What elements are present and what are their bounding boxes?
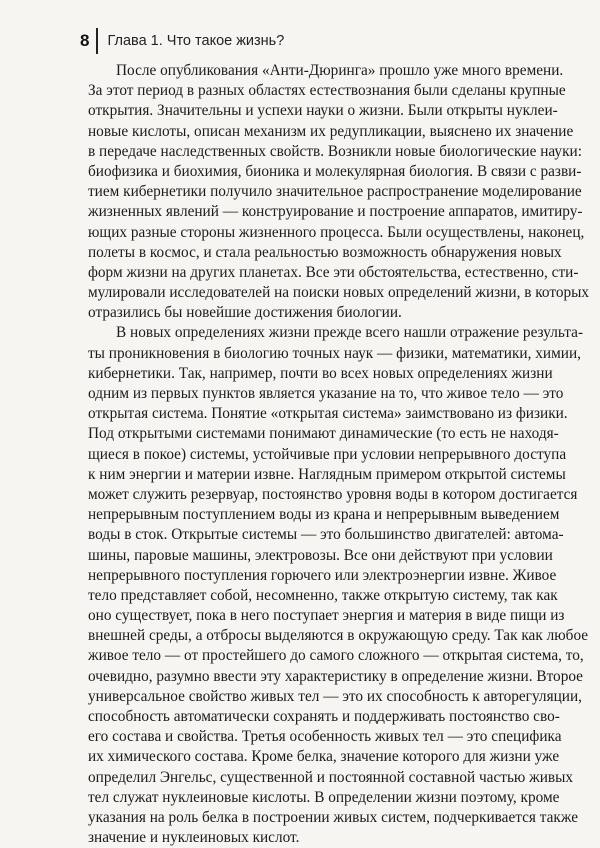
paragraph [88, 323, 589, 848]
text-line: в передаче наследственных свойств. Возникли новые биологические науки: [88, 142, 582, 160]
text-line: непрерывным поступлением воды из крана и непрерывным выведением [88, 506, 560, 524]
text-line: живое тело — от простейшего до самого сложного — открытая система, то, [88, 647, 584, 665]
page-number: 8 [80, 31, 90, 50]
text-line: открытая система. Понятие «открытая система» заимствовано из физики. [88, 405, 568, 423]
text-line: новые кислоты, описан механизм их редупликации, выяснено их значение [88, 122, 574, 140]
text-line: ты проникновения в биологию точных наук — физики, математики, химии, [88, 344, 581, 362]
text-line: универсальное свойство живых тел — это их способность к авторегуляции, [88, 687, 582, 705]
text-body [88, 61, 590, 848]
text-line: очевидно, разумно ввести эту характеристику в определение жизни. Второе [88, 667, 583, 685]
text-line: ющих разные стороны жизненного процесса. Были осуществлены, наконец, [88, 223, 585, 241]
text-line: мулировали исследователей на поиски новых определений жизни, в которых [88, 284, 590, 302]
text-line: воды в сток. Открытые системы — это большинство двигателей: автома- [88, 526, 564, 544]
header-divider [96, 28, 98, 54]
text-line: тием кибернетики получило значительное распространение моделирование [88, 183, 582, 201]
text-line: одним из первых пунктов является указание на то, что живое тело — это [88, 385, 564, 402]
text-line: открытия. Значительны и успехи науки о жизни. Были открыты нуклеи- [88, 102, 558, 120]
text-line: кибернетики. Так, например, почти во всех новых определениях жизни [88, 364, 553, 382]
text-line: тело представляет собой, несомненно, также открытую систему, так как [88, 586, 558, 604]
text-line: шины, паровые машины, электровозы. Все они действуют при условии [88, 546, 553, 564]
text-line: форм жизни на других планетах. Все эти обстоятельства, естественно, сти- [88, 263, 579, 281]
text-line: щиеся в покое) системы, устойчивые при условии непрерывного доступа [88, 445, 567, 463]
text-line: оно существует, пока в него поступает энергия и материя в виде пищи из [88, 607, 565, 625]
text-line: тел служат нуклеиновые кислоты. В определении жизни поэтому, кроме [88, 788, 560, 806]
running-header [80, 26, 284, 56]
text-line: полеты в космос, и стала реальностью возможность обнаружения новых [88, 243, 562, 261]
text-line: их химического состава. Кроме белка, значение которого для жизни уже [88, 748, 560, 766]
text-line: способность автоматически сохранять и поддерживать постоянство сво- [88, 708, 560, 725]
text-line: Под открытыми системами понимают динамические (то есть не находя- [88, 425, 559, 443]
text-line: непрерывного поступления горючего или электроэнергии извне. Живое [88, 566, 557, 584]
text-line: За этот период в разных областях естествознания были сделаны крупные [88, 82, 566, 100]
text-line: может служить резервуар, постоянство уровня воды в котором достигается [88, 485, 578, 503]
text-line: его состава и свойства. Третья особенность живых тел — это специфика [88, 728, 562, 746]
paragraph [88, 61, 590, 323]
text-line: После опубликования «Анти-Дюринга» прошло уже много времени. [116, 62, 564, 79]
text-line: жизненных явлений — конструирование и построение аппаратов, имитиру- [88, 203, 583, 221]
text-line: отразились бы новейшие достижения биологии. [88, 304, 402, 322]
text-line: указания на роль белка в построении живых систем, подчеркивается также [88, 808, 579, 826]
text-line: внешней среды, а отбросы выделяются в окружающую среду. Так как любое [88, 627, 589, 645]
text-line: значение и нуклеиновых кислот. [88, 829, 300, 847]
text-line: к ним энергии и материи извне. Наглядным примером открытой системы [88, 465, 566, 483]
chapter-title: Глава 1. Что такое жизнь? [107, 33, 285, 49]
text-line: биофизика и биохимия, бионика и молекулярная биология. В связи с разви- [88, 162, 582, 180]
text-line: определил Энгельс, существенной и постоянной составной частью живых [88, 768, 574, 786]
text-line: В новых определениях жизни прежде всего нашли отражение результа- [116, 324, 584, 342]
